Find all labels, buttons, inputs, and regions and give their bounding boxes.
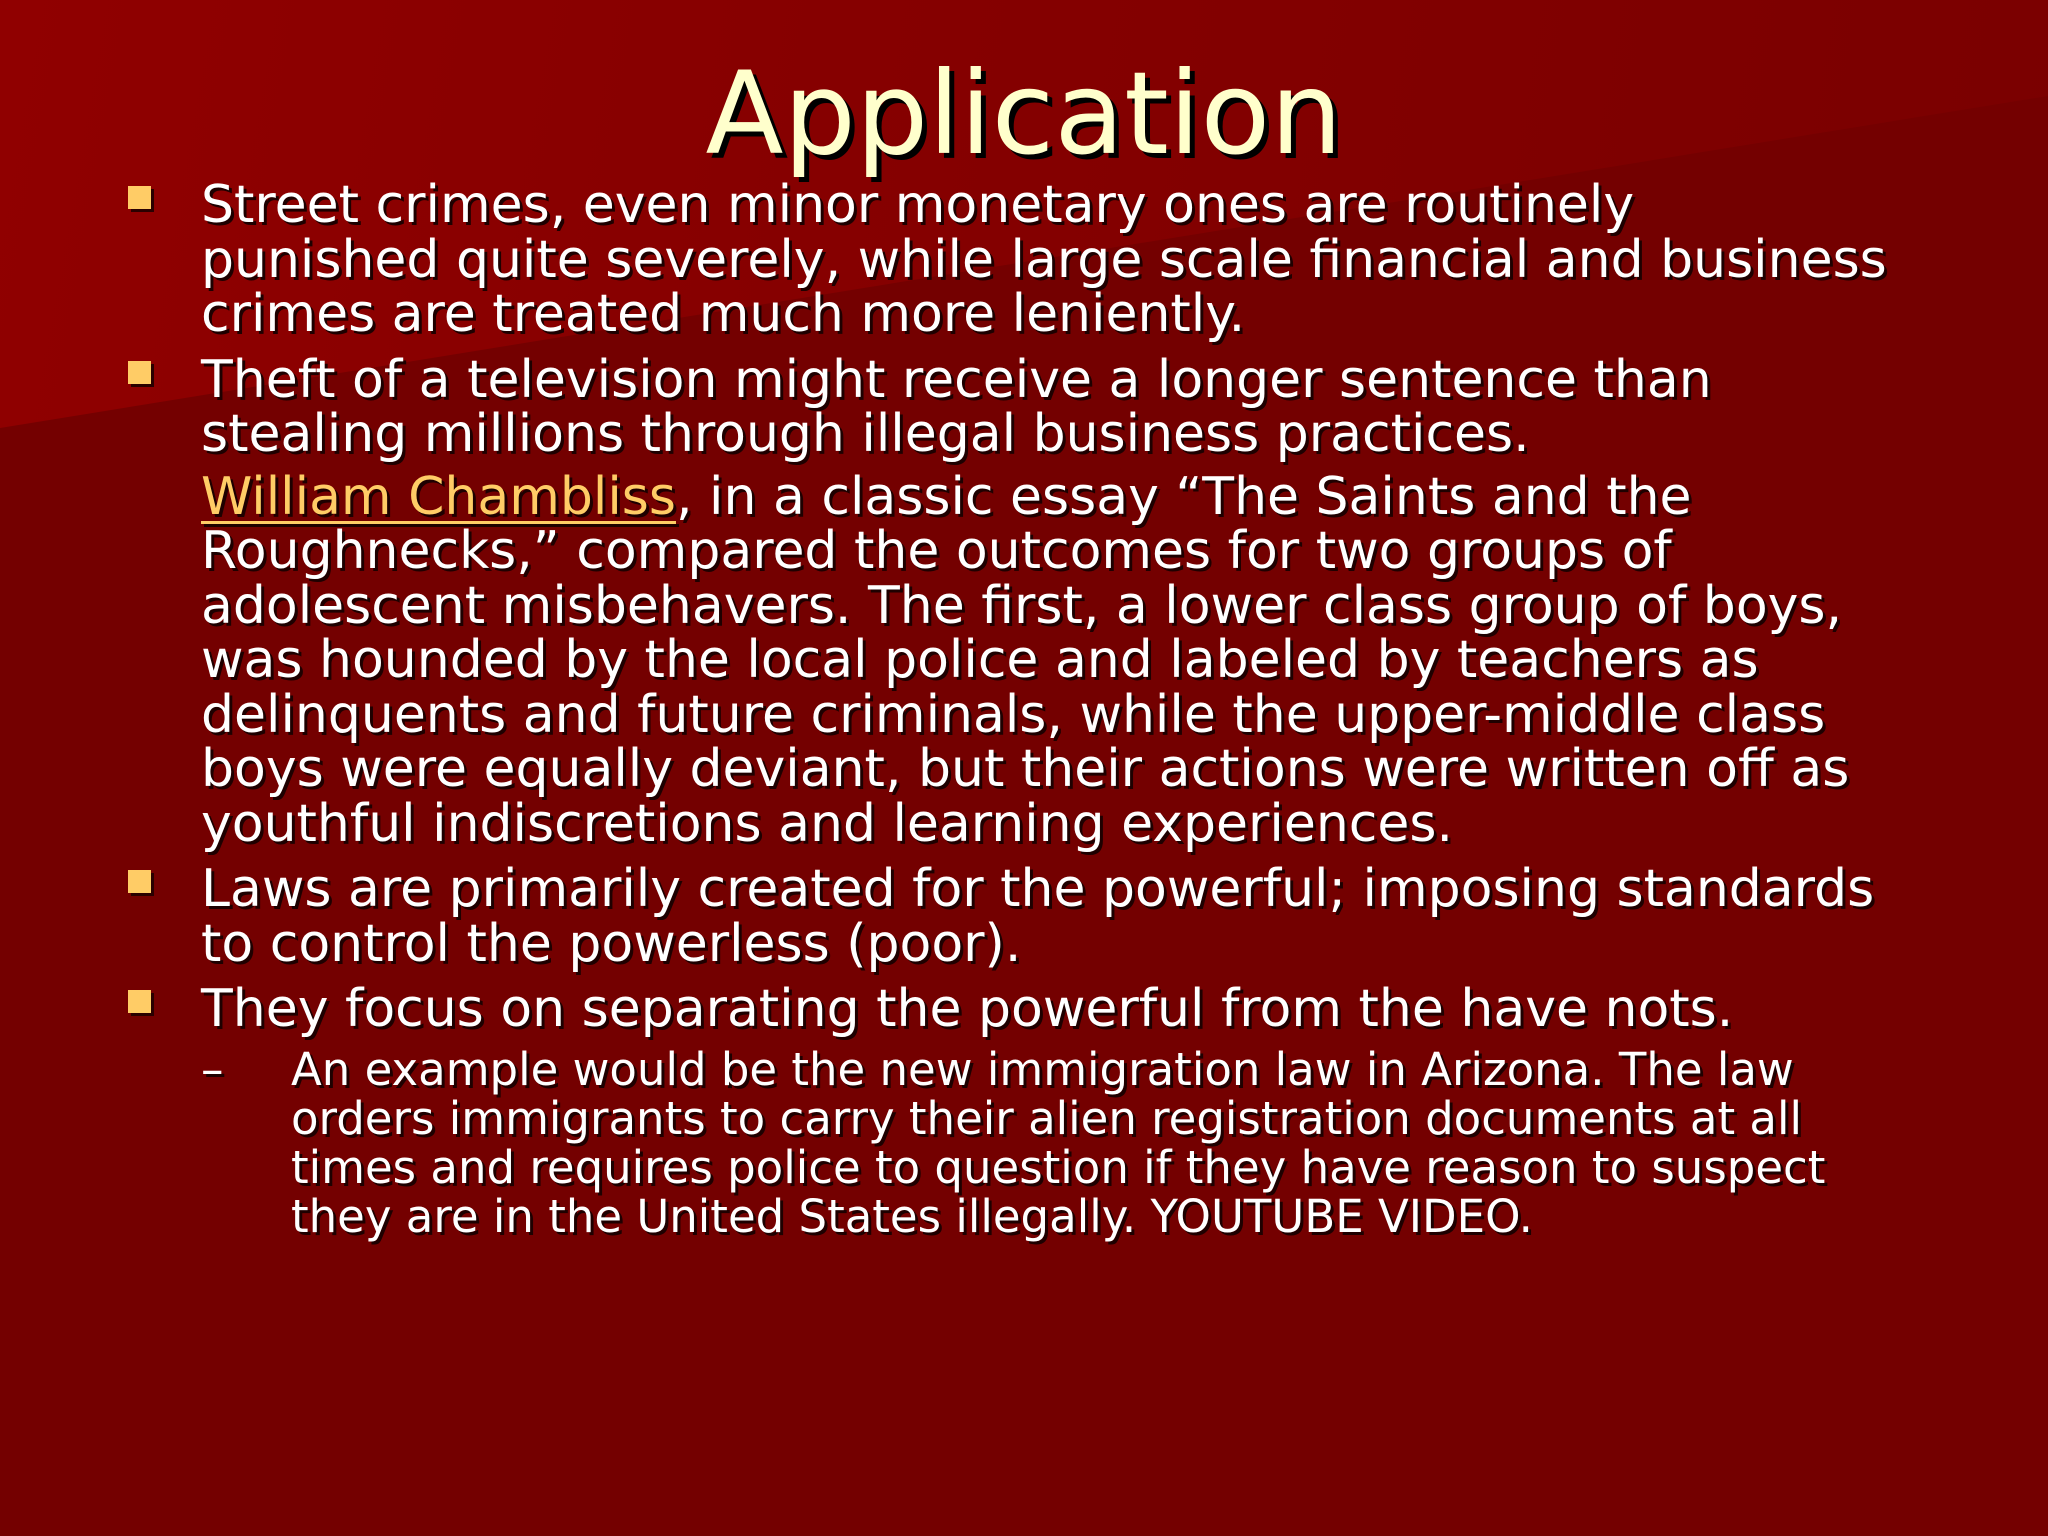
text-line: they are in the United States illegally. YOUTUBE VIDEO. <box>291 1189 1533 1243</box>
bullet-item-3 <box>120 859 2000 974</box>
text-line: Street crimes, even minor monetary ones are routinely <box>201 175 1635 235</box>
text-line: orders immigrants to carry their alien registration documents at all <box>291 1091 1802 1145</box>
bullet-item-2 <box>120 349 2000 854</box>
square-bullet-icon <box>128 361 151 384</box>
square-bullet-icon <box>128 870 151 893</box>
text-line: stealing millions through illegal business practices. <box>201 404 1530 464</box>
square-bullet-icon <box>128 990 151 1013</box>
text-line: An example would be the new immigration law in Arizona. The law <box>291 1042 1794 1096</box>
william-chambliss-link[interactable]: William Chambliss <box>201 466 676 527</box>
text-line-with-link <box>201 466 2000 527</box>
bullet-item-4 <box>120 979 2000 1243</box>
text-line: crimes are treated much more leniently. <box>201 284 1246 344</box>
text-line: youthful indiscretions and learning experiences. <box>201 793 1453 854</box>
bullet-item-1 <box>120 175 2000 344</box>
text-line: boys were equally deviant, but their actions were written off as <box>201 739 1850 799</box>
text-line: to control the powerless (poor). <box>201 913 1022 974</box>
text-line: They focus on separating the powerful from the have nots. <box>201 979 1734 1039</box>
text-line: was hounded by the local police and labeled by teachers as <box>201 630 1759 690</box>
text-line: punished quite severely, while large scale financial and business <box>201 229 1887 290</box>
text-line: times and requires police to question if they have reason to suspect <box>291 1140 1826 1194</box>
text-line: Theft of a television might receive a longer sentence than <box>201 349 1712 410</box>
sub-bullet-item <box>201 1042 2000 1243</box>
dash-bullet-icon: – <box>201 1042 224 1096</box>
chambliss-paragraph <box>201 466 2000 854</box>
text-line: adolescent misbehavers. The first, a lower class group of boys, <box>201 575 1843 636</box>
text-line: Laws are primarily created for the powerful; imposing standards <box>201 859 1875 919</box>
text-line: delinquents and future criminals, while the upper-middle class <box>201 684 1826 745</box>
text-line: Roughnecks,” compared the outcomes for two groups of <box>201 521 1672 581</box>
slide-content <box>120 175 2000 1243</box>
square-bullet-icon <box>128 186 151 209</box>
link-tail-text: , in a classic essay “The Saints and the <box>675 466 1692 527</box>
slide-title: Application <box>705 47 1343 180</box>
